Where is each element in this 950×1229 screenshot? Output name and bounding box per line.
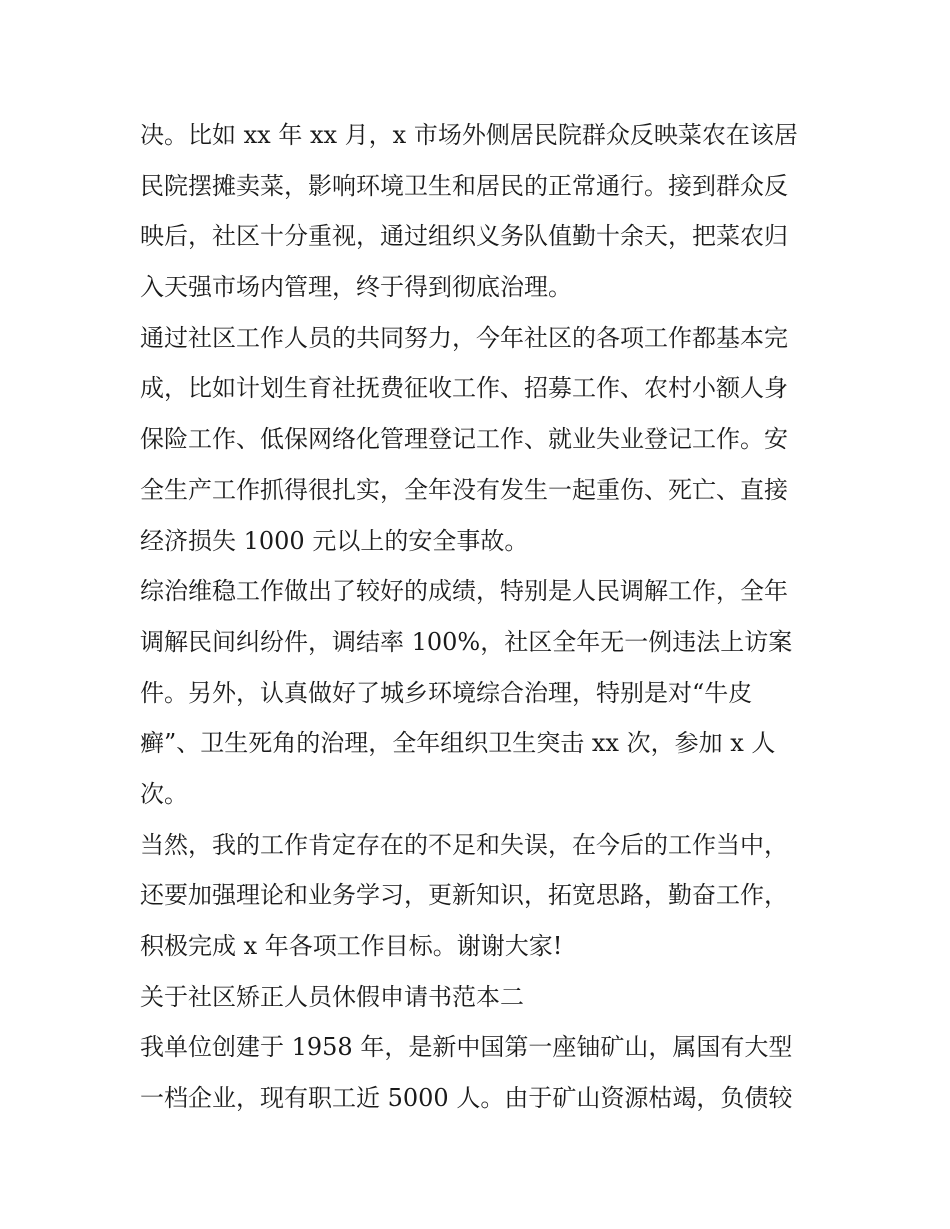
text-line-12: 件。另外，认真做好了城乡环境综合治理，特别是对“牛皮 <box>140 678 753 707</box>
text-line-11: 调解民间纠纷件，调结率 100%，社区全年无一例违法上访案 <box>140 627 793 656</box>
text-line-5: 通过社区工作人员的共同努力，今年社区的各项工作都基本完 <box>140 323 788 352</box>
text-line-2: 民院摆摊卖菜，影响环境卫生和居民的正常通行。接到群众反 <box>140 171 788 200</box>
document-body <box>140 110 815 1124</box>
text-line-16: 还要加强理论和业务学习，更新知识，拓宽思路，勤奋工作， <box>140 881 788 910</box>
text-line-9: 经济损失 1000 元以上的安全事故。 <box>140 526 529 555</box>
text-line-7: 保险工作、低保网络化管理登记工作、就业失业登记工作。安 <box>140 425 788 454</box>
text-line-15: 当然，我的工作肯定存在的不足和失误，在今后的工作当中， <box>140 830 788 859</box>
text-line-13: 癣”、卫生死角的治理，全年组织卫生突击 xx 次，参加 x 人 <box>140 729 776 758</box>
text-line-6: 成，比如计划生育社抚费征收工作、招募工作、农村小额人身 <box>140 374 788 403</box>
text-line-4: 入天强市场内管理，终于得到彻底治理。 <box>140 273 572 302</box>
text-line-3: 映后，社区十分重视，通过组织义务队值勤十余天，把菜农归 <box>140 222 788 251</box>
text-line-1: 决。比如 xx 年 xx 月，x 市场外侧居民院群众反映菜农在该居 <box>140 121 798 149</box>
text-line-10: 综治维稳工作做出了较好的成绩，特别是人民调解工作，全年 <box>140 577 788 606</box>
text-line-19: 我单位创建于 1958 年，是新中国第一座铀矿山，属国有大型 <box>140 1033 793 1062</box>
text-line-8: 全生产工作抓得很扎实，全年没有发生一起重伤、死亡、直接 <box>140 475 788 504</box>
section-heading: 关于社区矫正人员休假申请书范本二 <box>140 982 524 1011</box>
text-line-17: 积极完成 x 年各项工作目标。谢谢大家! <box>140 932 563 960</box>
text-line-20: 一档企业，现有职工近 5000 人。由于矿山资源枯竭，负债较 <box>140 1084 793 1113</box>
text-line-14: 次。 <box>140 779 188 808</box>
